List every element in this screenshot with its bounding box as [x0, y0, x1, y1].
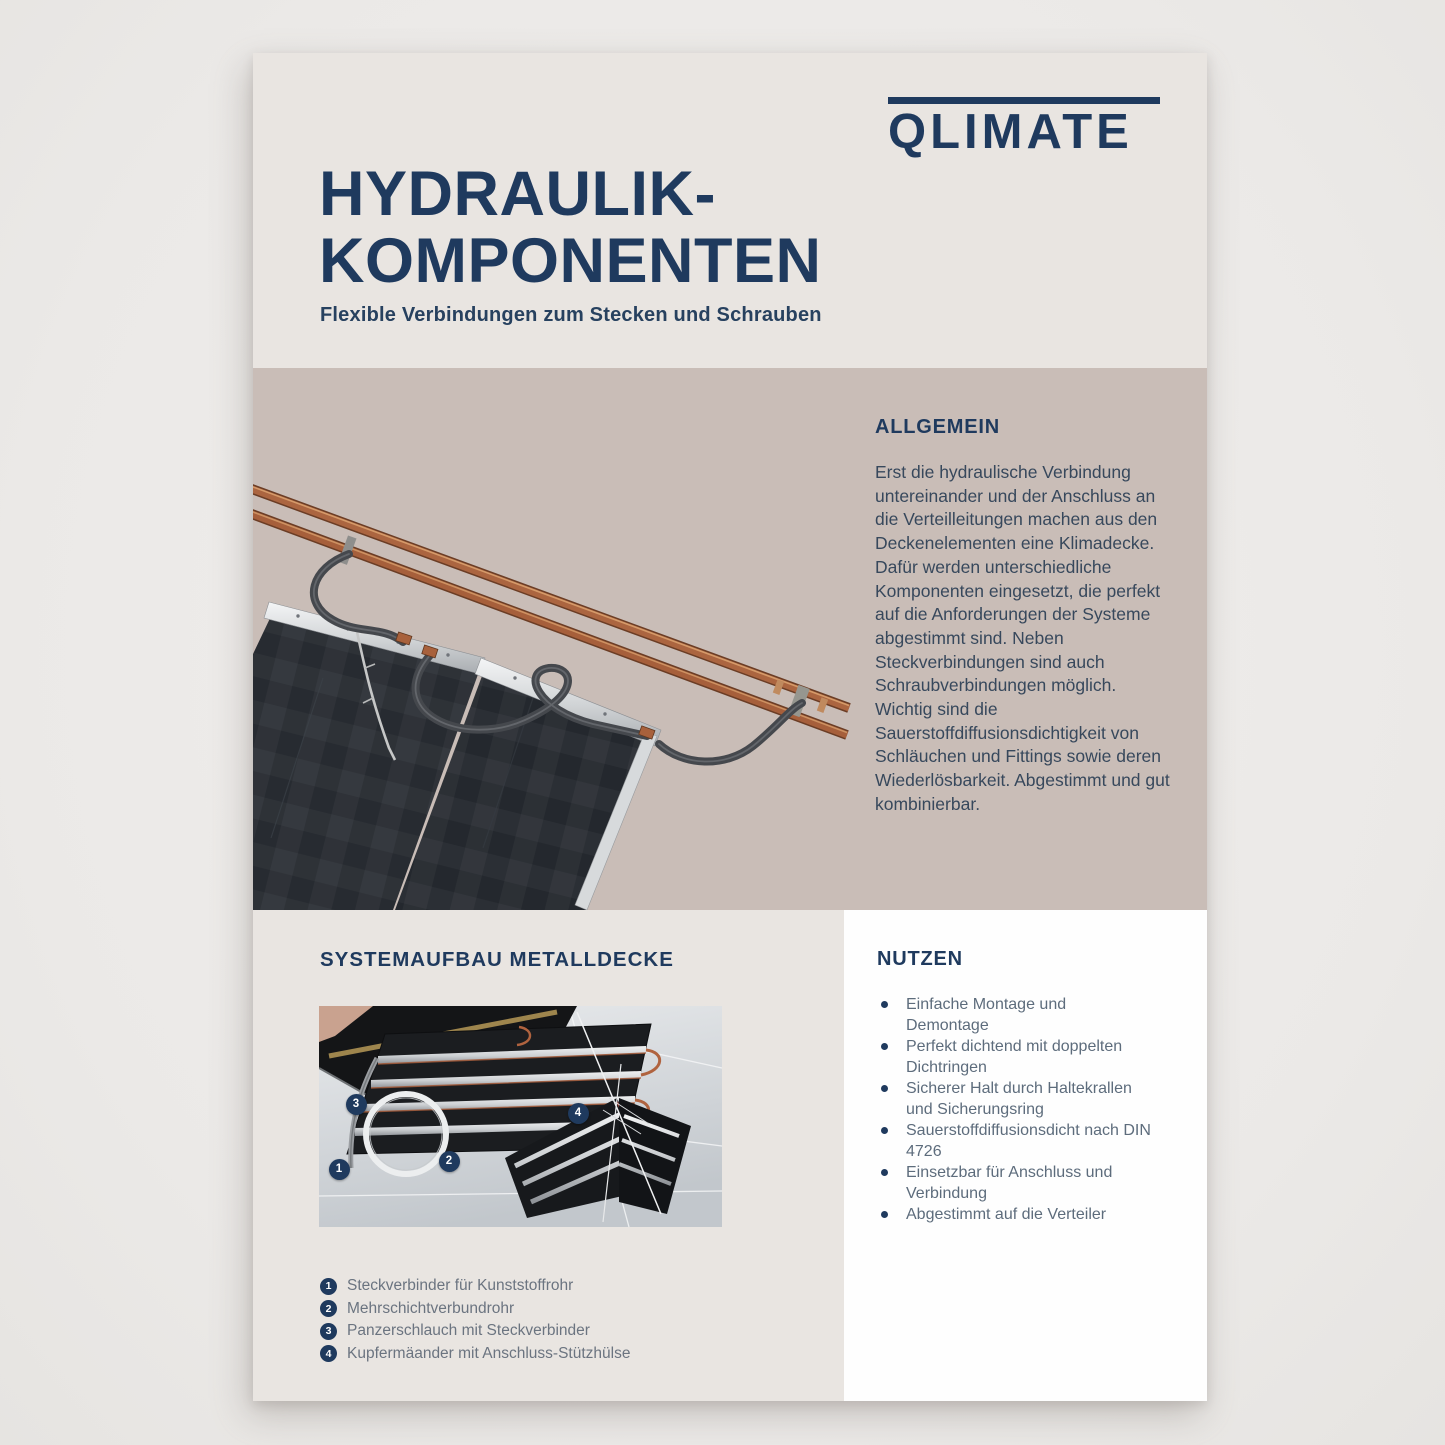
legend-number-badge: 4	[320, 1345, 337, 1362]
bullet-dot-icon	[881, 1001, 888, 1008]
legend-item	[320, 1277, 630, 1295]
legend-label: Panzerschlauch mit Steckverbinder	[347, 1322, 590, 1339]
logo-bar	[888, 97, 1160, 104]
hero-band	[253, 368, 1207, 910]
bullet-item	[881, 1204, 1151, 1225]
bullet-text: Abgestimmt auf die Verteiler	[906, 1206, 1107, 1223]
photo-marker-1: 1	[329, 1159, 350, 1180]
brand-logo: QLIMATE	[888, 105, 1133, 159]
legend-label: Mehrschichtverbundrohr	[347, 1299, 515, 1317]
title-line-1: HYDRAULIK-	[319, 159, 716, 229]
legend-number-badge: 3	[320, 1323, 337, 1340]
legend-number-badge: 2	[320, 1300, 337, 1317]
bullet-text: Sicherer Halt durch Haltekrallen und Sicherungsring	[906, 1080, 1132, 1118]
bullet-text: Sauerstoffdiffusionsdicht nach DIN 4726	[906, 1122, 1151, 1160]
bullet-dot-icon	[881, 1043, 888, 1050]
bullet-text: Perfekt dichtend mit doppelten Dichtringen	[906, 1038, 1123, 1076]
allgemein-body: Erst die hydraulische Verbindung untereinander und der Anschluss an die Verteilleitungen machen aus den Deckenelementen eine Klimadecke. Dafür werden unterschiedliche Komponenten eingesetzt, die perfekt auf die Anforderungen der Systeme abgestimmt sind. Neben Steckverbindungen sind auch Schraubverbindungen möglich. Wichtig sind die Sauerstoffdiffusionsdichtigkeit von Schläuchen und Fittings sowie deren Wiederlösbarkeit. Abgestimmt und gut kombinierbar.	[875, 462, 1170, 814]
bullet-text: Einsetzbar für Anschluss und Verbindung	[906, 1164, 1113, 1202]
bullet-dot-icon	[881, 1085, 888, 1092]
nutzen-bullet-list	[881, 994, 1151, 1225]
bullet-item	[881, 1162, 1151, 1204]
legend-item	[320, 1322, 630, 1340]
page-title	[319, 161, 822, 295]
metal-ceiling-photo	[319, 1006, 722, 1227]
legend-label: Steckverbinder für Kunststoffrohr	[347, 1277, 574, 1294]
photo-legend	[320, 1277, 630, 1367]
bullet-dot-icon	[881, 1211, 888, 1218]
nutzen-heading: NUTZEN	[877, 948, 963, 970]
photo-marker-2: 2	[439, 1151, 460, 1172]
legend-item	[320, 1300, 630, 1318]
allgemein-heading: ALLGEMEIN	[875, 416, 1000, 438]
legend-number-badge: 1	[320, 1278, 337, 1295]
bullet-item	[881, 994, 1151, 1036]
systemaufbau-heading: SYSTEMAUFBAU METALLDECKE	[320, 948, 674, 971]
bullet-item	[881, 1078, 1151, 1120]
photo-marker-4: 4	[568, 1103, 589, 1124]
bullet-dot-icon	[881, 1127, 888, 1134]
photo-marker-3: 3	[346, 1094, 367, 1115]
bullet-item	[881, 1120, 1151, 1162]
metal-ceiling-photo-illustration	[319, 1006, 722, 1227]
page-subtitle: Flexible Verbindungen zum Stecken und Schrauben	[320, 304, 822, 326]
bullet-text: Einfache Montage und Demontage	[906, 996, 1067, 1034]
bullet-dot-icon	[881, 1169, 888, 1176]
nutzen-panel	[844, 910, 1207, 1401]
legend-item	[320, 1345, 630, 1363]
title-line-2: KOMPONENTEN	[319, 226, 822, 296]
datasheet-page	[253, 53, 1207, 1401]
bullet-item	[881, 1036, 1151, 1078]
legend-label: Kupfermäander mit Anschluss-Stützhülse	[347, 1344, 631, 1362]
